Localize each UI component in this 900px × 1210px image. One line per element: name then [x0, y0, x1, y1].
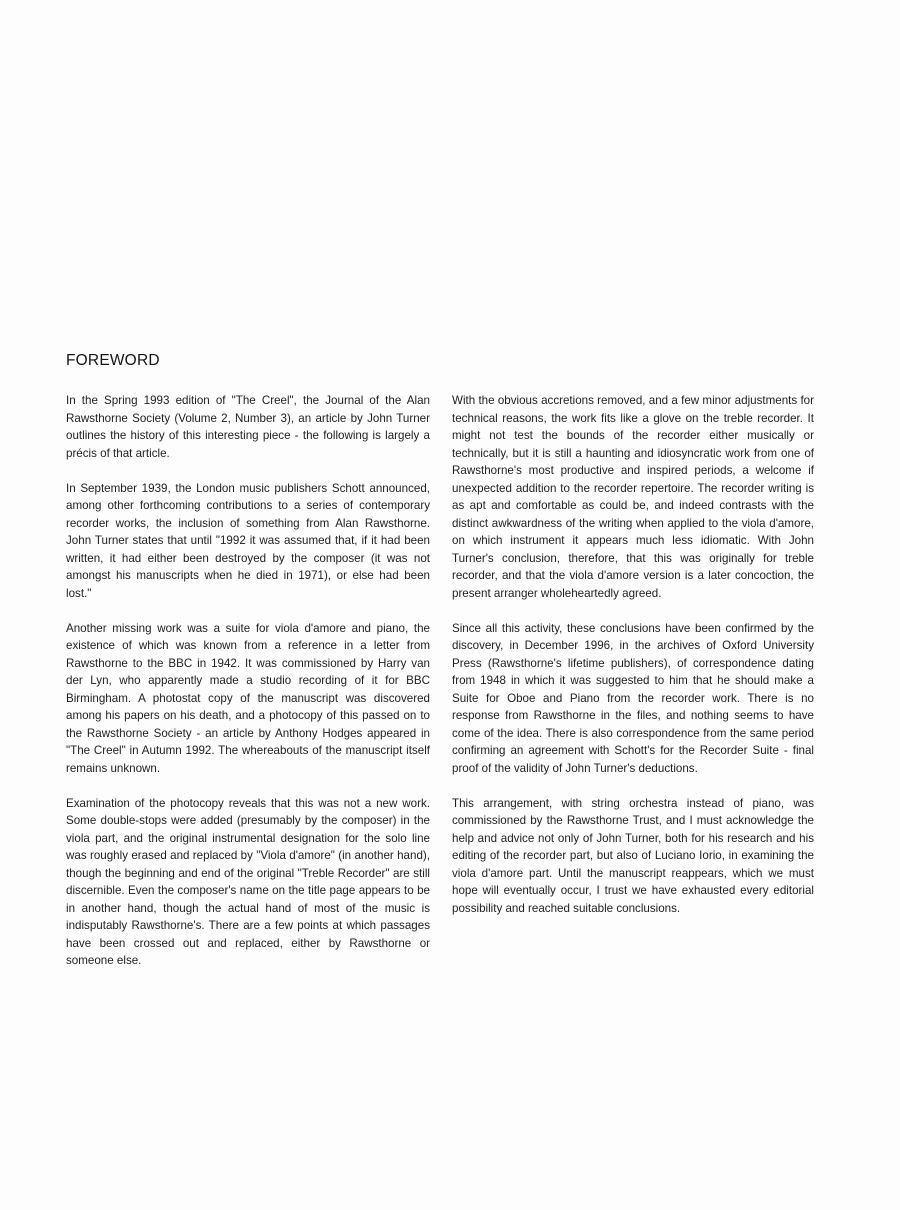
paragraph-missing-suite: Another missing work was a suite for viola d'amore and piano, the existence of which was known from a reference in a letter from Rawsthorne to the BBC in 1942. It was commissioned by Harry van der Lyn, who apparently made a studio recording of it for BBC Birmingham. A photostat copy of the manuscript was discovered among his papers on his death, and a photocopy of this passed on to the Rawsthorne Society - an article by Anthony Hodges appeared in "The Creel" in Autumn 1992. The whereabouts of the manuscript itself remains unknown. — [66, 621, 430, 775]
paragraph-oup-discovery: Since all this activity, these conclusions have been confirmed by the discovery, in December 1996, in the archives of Oxford University Press (Rawsthorne's lifetime publishers), of correspondence dating from 1948 in which it was suggested to him that he should make a Suite for Oboe and Piano from the recorder work. There is no response from Rawsthorne in the files, and nothing seems to have come of the idea. There is also correspondence from the same period confirming an agreement with Schott's for the Recorder Suite - final proof of the validity of John Turner's deductions. — [452, 621, 814, 775]
right-text-column — [452, 392, 814, 935]
paragraph-photocopy-examination: Examination of the photocopy reveals that this was not a new work. Some double-stops were added (presumably by the composer) in the viola part, and the original instrumental designation for the solo line was roughly erased and replaced by "Viola d'amore" (in another hand), though the beginning and end of the original "Treble Recorder" are still discernible. Even the composer's name on the title page appears to be in another hand, though the actual hand of most of the music is indisputably Rawsthorne's. There are a few points at which passages have been crossed out and replaced, either by Rawsthorne or someone else. — [66, 796, 430, 967]
left-text-column — [66, 392, 430, 987]
paragraph-creel-article: In the Spring 1993 edition of "The Creel", the Journal of the Alan Rawsthorne Society (Volume 2, Number 3), an article by John Turner outlines the history of this interesting piece - the following is largely a précis of that article. — [66, 394, 430, 460]
foreword-heading: FOREWORD — [66, 352, 160, 369]
paragraph-schott-announcement: In September 1939, the London music publishers Schott announced, among other forthcoming contributions to a series of contemporary recorder works, the inclusion of something from Alan Rawsthorne. John Turner states that until "1992 it was assumed that, if it had been written, it had either been destroyed by the composer (it was not amongst his manuscripts when he died in 1971), or else had been lost." — [66, 481, 430, 600]
paragraph-treble-recorder: With the obvious accretions removed, and a few minor adjustments for technical reasons, the work fits like a glove on the treble recorder. It might not test the bounds of the recorder either musically or technically, but it is still a haunting and idiosyncratic work from one of Rawsthorne's most productive and inspired periods, a welcome if unexpected addition to the recorder repertoire. The recorder writing is as apt and comfortable as could be, and indeed contrasts with the distinct awkwardness of the writing when applied to the viola d'amore, on which instrument it appears much less idiomatic. With John Turner's conclusion, therefore, that this was originally for treble recorder, and that the viola d'amore version is a later concoction, the present arranger wholeheartedly agreed. — [452, 394, 814, 600]
paragraph-arrangement-acknowledgements: This arrangement, with string orchestra instead of piano, was commissioned by the Rawsthorne Trust, and I must acknowledge the help and advice not only of John Turner, both for his research and his editing of the recorder part, but also of Luciano Iorio, in examining the viola d'amore part. Until the manuscript reappears, which we must hope will eventually occur, I trust we have exhausted every editorial possibility and reached suitable conclusions. — [452, 796, 814, 915]
